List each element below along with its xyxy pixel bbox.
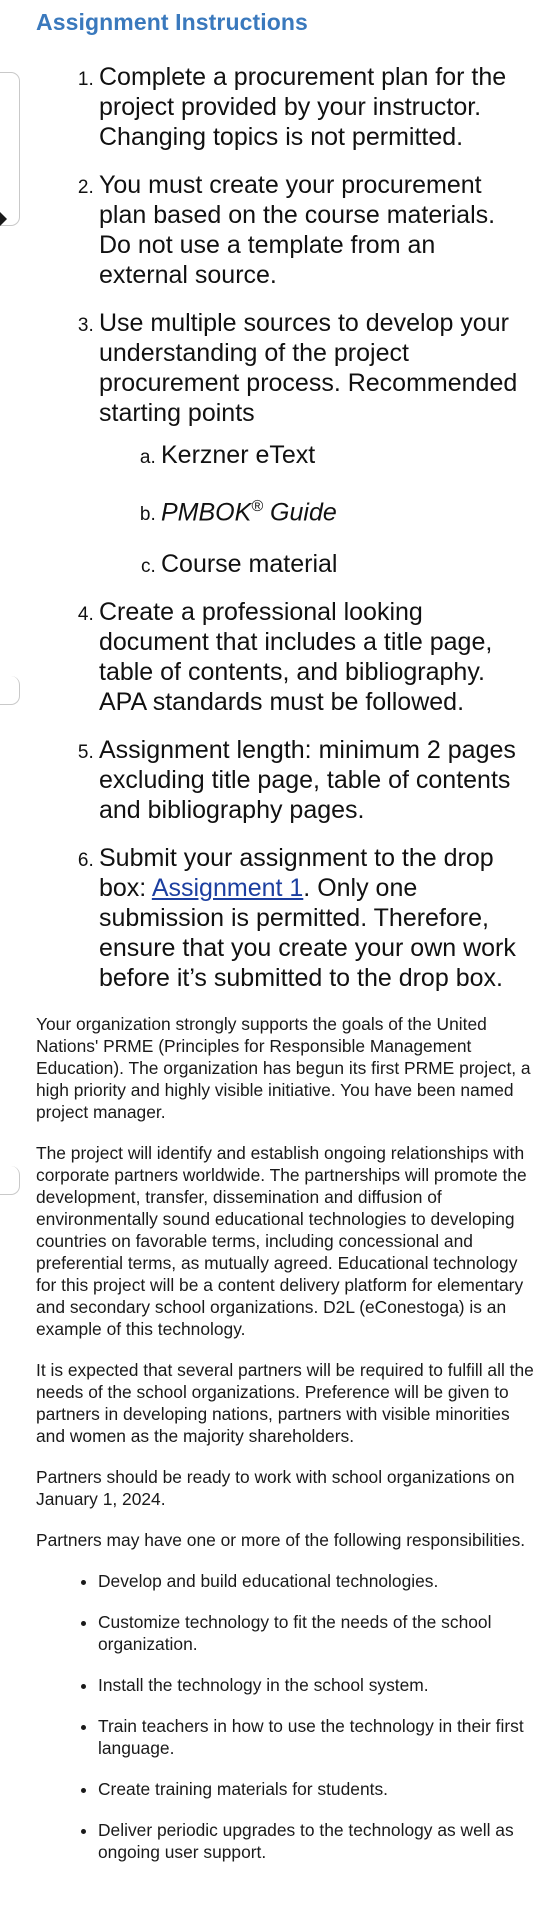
scenario-text [36,1013,534,1882]
sub-item: a. Kerzner eText [161,440,529,470]
side-tab-handle[interactable] [0,1166,20,1195]
sub-item: b. PMBOK® Guide [161,492,529,527]
instruction-item: 2. You must create your procurement plan based on the course materials. Do not use a template from an external source. [99,170,529,290]
sources-sublist [99,440,529,579]
paragraph: The project will identify and establish ongoing relationships with corporate partners worldwide. The partnerships will promote the development, transfer, dissemination and diffusion of environmentally sound educational technologies to developing countries on favorable terms, including concessional and preferential terms, as mutually agreed. Educational technology for this project will be a content delivery platform for elementary and secondary school organizations. D2L (eConestoga) is an example of this technology. [36,1143,527,1339]
paragraph: Partners may have one or more of the following responsibilities. [36,1530,526,1550]
instructions-list [0,62,529,1011]
paragraph: It is expected that several partners will be required to fulfill all the needs of the school organizations. Preference will be given to partners in developing nations, partners with visible minorities and women as the majority shareholders. [36,1360,534,1446]
sub-item: c. Course material [161,549,529,579]
instruction-item: 6. Submit your assignment to the drop box: Assignment 1. Only one submission is permitted. Therefore, ensure that you create your own work before it’s submitted to the drop box. [99,843,529,993]
responsibilities-list [36,1570,534,1863]
assignment-1-link[interactable]: Assignment 1 [151,874,304,903]
instruction-item: 3. Use multiple sources to develop your understanding of the project procurement process. Recommended starting points a. Kerzner eText b. PMBOK® Guide c. Course material [99,308,529,579]
list-item: • Develop and build educational technologies. [98,1570,534,1592]
instruction-item: 4. Create a professional looking document that includes a title page, table of contents, and bibliography. APA standards must be followed. [99,597,529,717]
paragraph: Your organization strongly supports the goals of the United Nations' PRME (Principles for Responsible Management Education). The organization has begun its first PRME project, a high priority and highly visible initiative. You have been named project manager. [36,1014,531,1122]
paragraph: Partners should be ready to work with school organizations on January 1, 2024. [36,1467,515,1509]
instruction-item: 1. Complete a procurement plan for the project provided by your instructor. Changing topics is not permitted. [99,62,529,152]
list-item: • Customize technology to fit the needs of the school organization. [98,1611,534,1655]
list-item: • Train teachers in how to use the technology in their first language. [98,1715,534,1759]
registered-mark: ® [251,498,264,515]
list-item: • Install the technology in the school system. [98,1674,534,1696]
instruction-item: 5. Assignment length: minimum 2 pages excluding title page, table of contents and bibliography pages. [99,735,529,825]
list-item: • Create training materials for students. [98,1778,534,1800]
page-heading: Assignment Instructions [36,9,308,35]
list-item: • Deliver periodic upgrades to the technology as well as ongoing user support. [98,1819,534,1863]
